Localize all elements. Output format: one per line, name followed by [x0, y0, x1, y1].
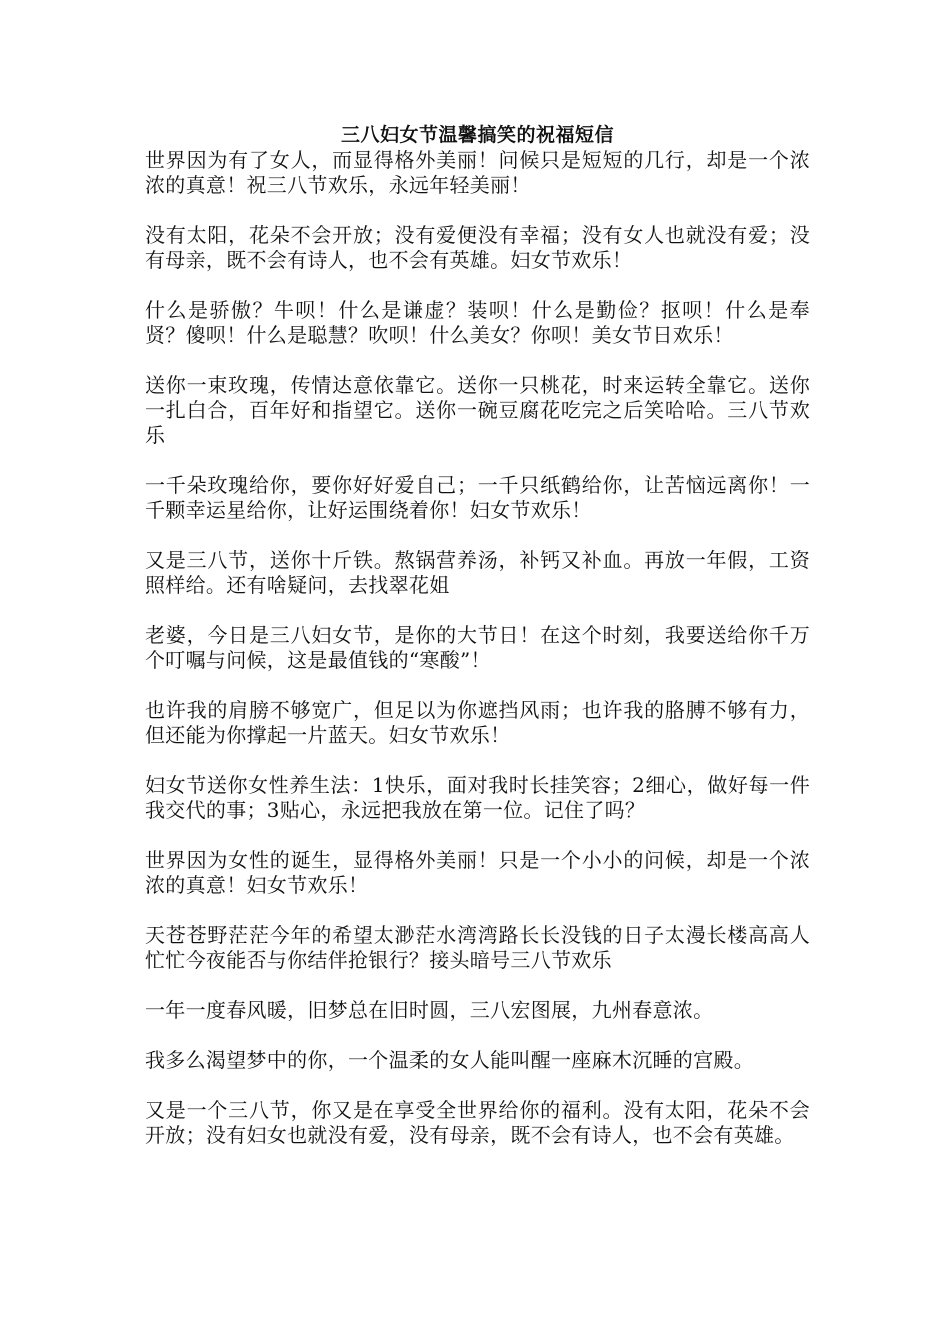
document-body [145, 122, 810, 1173]
paragraph: 世界因为女性的诞生，显得格外美丽！只是一个小小的问候，却是一个浓浓的真意！妇女节欢乐！ [145, 848, 810, 897]
paragraph: 没有太阳，花朵不会开放；没有爱便没有幸福；没有女人也就没有爱；没有母亲，既不会有诗人，也不会有英雄。妇女节欢乐！ [145, 223, 810, 272]
paragraph: 送你一束玫瑰，传情达意依靠它。送你一只桃花，时来运转全靠它。送你一扎白合，百年好和指望它。送你一碗豆腐花吃完之后笑哈哈。三八节欢乐 [145, 373, 810, 447]
paragraph: 一千朵玫瑰给你，要你好好爱自己；一千只纸鹤给你，让苦恼远离你！一千颗幸运星给你，让好运围绕着你！妇女节欢乐！ [145, 473, 810, 522]
document-title: 三八妇女节温馨搞笑的祝福短信 [340, 124, 614, 146]
paragraph: 世界因为有了女人，而显得格外美丽！问候只是短短的几行，却是一个浓浓的真意！祝三八节欢乐，永远年轻美丽！ [145, 148, 810, 197]
paragraph: 天苍苍野茫茫今年的希望太渺茫水湾湾路长长没钱的日子太漫长楼高高人忙忙今夜能否与你结伴抢银行？接头暗号三八节欢乐 [145, 923, 810, 972]
paragraph: 什么是骄傲？牛呗！什么是谦虚？装呗！什么是勤俭？抠呗！什么是奉贤？傻呗！什么是聪慧？吹呗！什么美女？你呗！美女节日欢乐！ [145, 298, 810, 347]
paragraph: 也许我的肩膀不够宽广，但足以为你遮挡风雨；也许我的胳膊不够有力，但还能为你撑起一片蓝天。妇女节欢乐！ [145, 698, 810, 747]
paragraph: 一年一度春风暖，旧梦总在旧时圆，三八宏图展，九州春意浓。 [145, 998, 714, 1022]
paragraph: 妇女节送你女性养生法：1快乐，面对我时长挂笑容；2细心，做好每一件我交代的事；3贴心，永远把我放在第一位。记住了吗？ [145, 773, 810, 822]
paragraph: 我多么渴望梦中的你，一个温柔的女人能叫醒一座麻木沉睡的宫殿。 [145, 1048, 754, 1072]
paragraph: 又是一个三八节，你又是在享受全世界给你的福利。没有太阳，花朵不会开放；没有妇女也就没有爱，没有母亲，既不会有诗人，也不会有英雄。 [145, 1098, 810, 1147]
paragraph: 又是三八节，送你十斤铁。熬锅营养汤，补钙又补血。再放一年假，工资照样给。还有啥疑问，去找翠花姐 [145, 548, 810, 597]
paragraph: 老婆，今日是三八妇女节，是你的大节日！在这个时刻，我要送给你千万个叮嘱与问候，这是最值钱的“寒酸”！ [145, 623, 810, 672]
